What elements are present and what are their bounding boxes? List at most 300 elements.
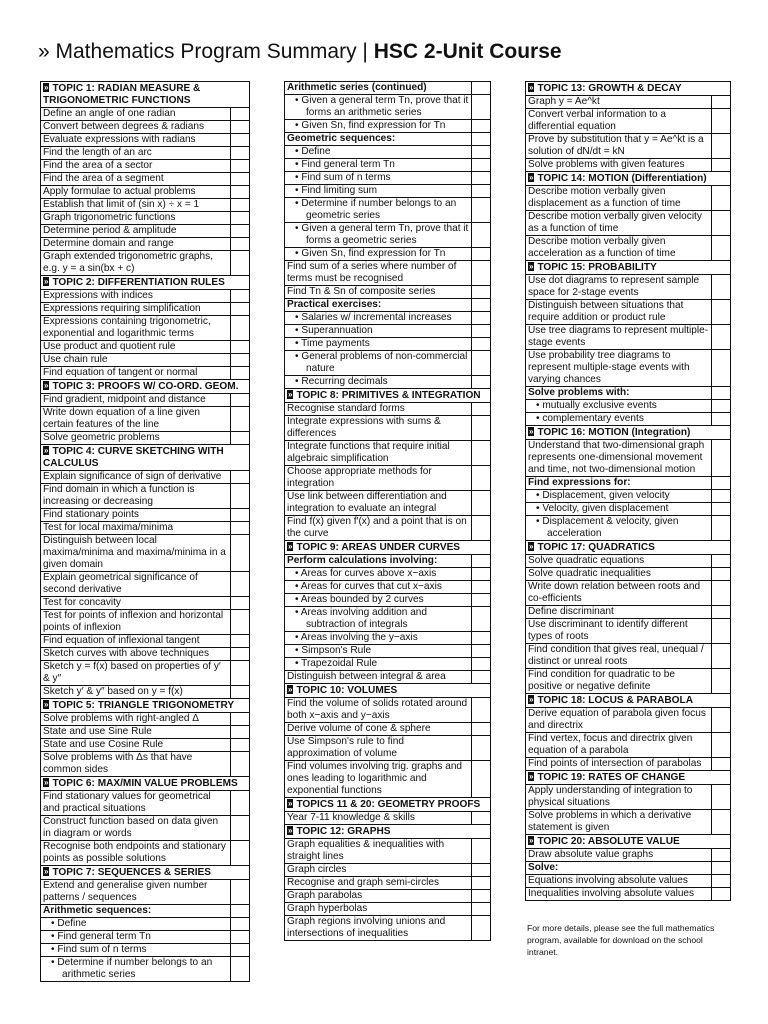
bullet-text: Find general term Tn (57, 931, 151, 942)
checklist-item: Distinguish between integral & area (285, 670, 490, 683)
checkbox-cell[interactable] (472, 299, 490, 311)
checkbox-cell[interactable] (231, 212, 249, 224)
bullet-icon: • (295, 312, 302, 323)
topic-header (41, 776, 249, 790)
footer-note: For more details, please see the full mathematics program, available for download on the school intranet. (527, 923, 715, 957)
checklist-item: Use probability tree diagrams to represent multiple-stage events with varying chances (526, 349, 730, 386)
checkbox-cell[interactable] (712, 733, 730, 757)
bullet-icon: • (536, 503, 543, 514)
bullet-text: mutually exclusive events (542, 400, 657, 411)
bullet-item (285, 657, 490, 670)
checkbox-cell[interactable] (472, 441, 490, 465)
checkbox-cell[interactable] (472, 376, 490, 388)
checkbox-cell[interactable] (712, 810, 730, 834)
checklist-item: Find Tn & Sn of composite series (285, 285, 490, 298)
checkbox-cell[interactable] (472, 581, 490, 593)
checkbox-cell[interactable] (472, 723, 490, 735)
checkbox-cell[interactable] (231, 661, 249, 685)
checkbox-cell[interactable] (231, 635, 249, 647)
topic-header (526, 171, 730, 185)
checkbox-cell[interactable] (472, 198, 490, 222)
checklist-item: Use tree diagrams to represent multiple-stage events (526, 324, 730, 349)
topic-title: TOPIC 2: DIFFERENTIATION RULES (52, 277, 225, 288)
checkbox-cell[interactable] (472, 839, 490, 863)
topic-title: TOPIC 7: SEQUENCES & SERIES (52, 867, 212, 878)
checklist-item: Find volumes involving trig. graphs and ones leading to logarithmic and exponential functions (285, 760, 490, 797)
checklist-item: Derive equation of parabola given focus and directrix (526, 707, 730, 732)
checkbox-cell[interactable] (472, 645, 490, 657)
checkbox-cell[interactable] (472, 172, 490, 184)
double-chevron-icon: » (529, 542, 534, 551)
checkbox-cell[interactable] (712, 413, 730, 425)
checkbox-cell[interactable] (712, 400, 730, 412)
column-2 (284, 81, 491, 941)
checkbox-cell[interactable] (472, 351, 490, 375)
checklist-item: Find equation of inflexional tangent (41, 634, 249, 647)
checkbox-cell[interactable] (712, 387, 730, 399)
topic-title: TOPIC 5: TRIANGLE TRIGONOMETRY (52, 700, 235, 711)
checkbox-cell[interactable] (472, 594, 490, 606)
checklist-item: Sketch y = f(x) based on properties of y′ & y″ (41, 660, 249, 685)
checkbox-cell[interactable] (231, 354, 249, 366)
topic-header (41, 82, 249, 107)
checklist-item: Understand that two-dimensional graph represents one-dimensional movement and time, not two-dimensional motion (526, 439, 730, 476)
checklist-item: Find sum of a series where number of terms must be recognised (285, 260, 490, 285)
checklist-item: Test for points of inflexion and horizontal points of inflexion (41, 609, 249, 634)
checklist-item: Graph regions involving unions and intersections of inequalities (285, 915, 490, 940)
checkbox-cell[interactable] (231, 186, 249, 198)
topic-header (285, 540, 490, 554)
checkbox-cell[interactable] (231, 739, 249, 751)
checklist-item: Find stationary points (41, 508, 249, 521)
bullet-icon: • (536, 490, 543, 501)
topic-header (285, 797, 490, 811)
checkbox-cell[interactable] (472, 338, 490, 350)
checkbox-cell[interactable] (472, 286, 490, 298)
topic-header (526, 540, 730, 554)
checklist-item: Recognise both endpoints and stationary points as possible solutions (41, 840, 249, 865)
checkbox-cell[interactable] (472, 261, 490, 285)
checklist-item: Inequalities involving absolute values (526, 887, 730, 900)
bullet-icon: • (295, 325, 302, 336)
topic-header (285, 824, 490, 838)
double-chevron-icon: » (529, 772, 534, 781)
checkbox-cell[interactable] (712, 581, 730, 605)
checkbox-cell[interactable] (231, 251, 249, 275)
checklist-item: Graph equalities & inequalities with straight lines (285, 838, 490, 863)
checkbox-cell[interactable] (472, 159, 490, 171)
checklist-item: Find the area of a segment (41, 172, 249, 185)
checklist-item: Equations involving absolute values (526, 874, 730, 887)
checkbox-cell[interactable] (231, 791, 249, 815)
checkbox-cell[interactable] (472, 120, 490, 132)
checkbox-cell[interactable] (472, 555, 490, 567)
checkbox-cell[interactable] (231, 686, 249, 698)
bullet-item (41, 956, 249, 981)
checklist-item: Find the area of a sector (41, 159, 249, 172)
bullet-item (285, 580, 490, 593)
checkbox-cell[interactable] (472, 903, 490, 915)
checkbox-cell[interactable] (472, 698, 490, 722)
subheading-row: Solve: (526, 861, 730, 874)
checkbox-cell[interactable] (231, 484, 249, 508)
checklist-item: Apply formulae to actual problems (41, 185, 249, 198)
checklist-item: Graph trigonometric functions (41, 211, 249, 224)
checklist-item: Find f(x) given f′(x) and a point that is on the curve (285, 515, 490, 540)
bullet-icon: • (295, 198, 302, 209)
bullet-text: Simpson's Rule (301, 645, 372, 656)
checklist-item: Find the length of an arc (41, 146, 249, 159)
checklist-item: Solve quadratic equations (526, 554, 730, 567)
checkbox-cell[interactable] (712, 477, 730, 489)
column-1 (40, 81, 250, 982)
checklist-item: Find points of intersection of parabolas (526, 757, 730, 770)
checkbox-cell[interactable] (712, 325, 730, 349)
checkbox-cell[interactable] (231, 238, 249, 250)
checkbox-cell[interactable] (231, 944, 249, 956)
checkbox-cell[interactable] (712, 96, 730, 108)
checkbox-cell[interactable] (712, 490, 730, 502)
checkbox-cell[interactable] (231, 535, 249, 571)
checkbox-cell[interactable] (231, 316, 249, 340)
checkbox-cell[interactable] (472, 736, 490, 760)
checkbox-cell[interactable] (231, 121, 249, 133)
bullet-item (526, 399, 730, 412)
bullet-item (285, 197, 490, 222)
checkbox-cell[interactable] (231, 841, 249, 865)
bullet-item (285, 94, 490, 119)
checklist-item: Extend and generalise given number patterns / sequences (41, 879, 249, 904)
bullet-icon: • (295, 645, 302, 656)
checkbox-cell[interactable] (472, 325, 490, 337)
checkbox-cell[interactable] (231, 713, 249, 725)
topic-title: TOPIC 1: RADIAN MEASURE & TRIGONOMETRIC FUNCTIONS (43, 83, 201, 106)
bullet-text: Given Sn, find expression for Tn (301, 120, 446, 131)
topic-header (526, 260, 730, 274)
double-chevron-icon: » (44, 778, 49, 787)
topic-header (41, 698, 249, 712)
bullet-item (285, 350, 490, 375)
checkbox-cell[interactable] (712, 606, 730, 618)
checkbox-cell[interactable] (231, 522, 249, 534)
checkbox-cell[interactable] (712, 186, 730, 210)
bullet-text: Areas involving the y−axis (300, 632, 418, 643)
bullet-item (526, 502, 730, 515)
checkbox-cell[interactable] (472, 632, 490, 644)
bullet-item (285, 247, 490, 260)
checkbox-cell[interactable] (472, 890, 490, 902)
double-chevron-icon: » (288, 542, 293, 551)
topic-header (41, 444, 249, 470)
topic-title: TOPIC 10: VOLUMES (296, 685, 398, 696)
checklist-item: Apply understanding of integration to physical situations (526, 784, 730, 809)
topic-title: TOPIC 9: AREAS UNDER CURVES (296, 542, 461, 553)
checklist-item: Choose appropriate methods for integration (285, 465, 490, 490)
double-chevron-icon: » (529, 695, 534, 704)
bullet-icon: • (295, 120, 302, 131)
course-name: HSC 2-Unit Course (373, 40, 562, 63)
checklist-item: Solve problems with Δs that have common sides (41, 751, 249, 776)
checklist-item: Find condition for quadratic to be positive or negative definite (526, 668, 730, 693)
checkbox-cell[interactable] (231, 648, 249, 660)
bullet-item (526, 489, 730, 502)
checklist-item: Construct function based on data given in diagram or words (41, 815, 249, 840)
checklist-item: Define discriminant (526, 605, 730, 618)
bullet-text: Given Sn, find expression for Tn (301, 248, 446, 259)
checkbox-cell[interactable] (472, 82, 490, 94)
bullet-text: Trapezoidal Rule (301, 658, 378, 669)
checklist-item: Write down relation between roots and co-efficients (526, 580, 730, 605)
checkbox-cell[interactable] (231, 394, 249, 406)
bullet-icon: • (295, 338, 302, 349)
double-chevron-icon: » (44, 381, 49, 390)
checkbox-cell[interactable] (472, 403, 490, 415)
bullet-text: Displacement & velocity, given acceleration (542, 516, 679, 539)
bullet-icon: • (295, 581, 301, 592)
checkbox-cell[interactable] (712, 211, 730, 235)
bullet-text: Superannuation (301, 325, 373, 336)
topic-header (526, 82, 730, 95)
title-prefix: » Mathematics Program Summary | (38, 40, 374, 63)
checkbox-cell[interactable] (712, 350, 730, 386)
checkbox-cell[interactable] (472, 146, 490, 158)
checkbox-cell[interactable] (712, 109, 730, 133)
checkbox-cell[interactable] (712, 236, 730, 260)
checkbox-cell[interactable] (472, 491, 490, 515)
checkbox-cell[interactable] (231, 341, 249, 353)
checkbox-cell[interactable] (231, 880, 249, 904)
checkbox-cell[interactable] (712, 708, 730, 732)
checkbox-cell[interactable] (712, 875, 730, 887)
checkbox-cell[interactable] (472, 658, 490, 670)
checkbox-cell[interactable] (472, 916, 490, 940)
subheading-row: Find expressions for: (526, 476, 730, 489)
checkbox-cell[interactable] (712, 785, 730, 809)
subheading-row: Arithmetic sequences: (41, 904, 249, 917)
checkbox-cell[interactable] (231, 160, 249, 172)
checkbox-cell[interactable] (231, 918, 249, 930)
checkbox-cell[interactable] (712, 619, 730, 643)
subheading-row: Solve problems with: (526, 386, 730, 399)
checklist-item: Evaluate expressions with radians (41, 133, 249, 146)
checkbox-cell[interactable] (231, 905, 249, 917)
topic-title: TOPIC 8: PRIMITIVES & INTEGRATION (296, 390, 481, 401)
checkbox-cell[interactable] (712, 300, 730, 324)
topic-header (41, 275, 249, 289)
topic-header (526, 770, 730, 784)
topic-title: TOPIC 12: GRAPHS (296, 826, 391, 837)
double-chevron-icon: » (529, 173, 534, 182)
bullet-icon: • (295, 146, 302, 157)
checkbox-cell[interactable] (231, 432, 249, 444)
bullet-text: Areas for curves above x−axis (300, 568, 437, 579)
bullet-text: Areas bounded by 2 curves (300, 594, 424, 605)
checkbox-cell[interactable] (712, 555, 730, 567)
bullet-text: Areas for curves that cut x−axis (300, 581, 442, 592)
double-chevron-icon: » (44, 446, 49, 455)
checkbox-cell[interactable] (472, 864, 490, 876)
checkbox-cell[interactable] (472, 812, 490, 824)
double-chevron-icon: » (529, 836, 534, 845)
bullet-item (285, 145, 490, 158)
bullet-icon: • (295, 95, 302, 106)
bullet-item (285, 337, 490, 350)
checkbox-cell[interactable] (472, 133, 490, 145)
checklist-item: Sketch curves with above techniques (41, 647, 249, 660)
checkbox-cell[interactable] (231, 173, 249, 185)
checklist-item: Graph parabolas (285, 889, 490, 902)
checkbox-cell[interactable] (231, 726, 249, 738)
column-3 (525, 81, 731, 901)
checklist-item: Solve problems with given features (526, 158, 730, 171)
double-chevron-icon: » (529, 83, 534, 92)
checklist-item: Use chain rule (41, 353, 249, 366)
checklist-item: Integrate functions that require initial algebraic simplification (285, 440, 490, 465)
checklist-item: Expressions requiring simplification (41, 302, 249, 315)
checkbox-cell[interactable] (472, 248, 490, 260)
double-chevron-icon: » (44, 83, 49, 92)
checklist-item: Solve problems in which a derivative statement is given (526, 809, 730, 834)
bullet-text: Find sum of n terms (57, 944, 147, 955)
checkbox-cell[interactable] (472, 416, 490, 440)
bullet-item (285, 375, 490, 388)
topic-title: TOPIC 4: CURVE SKETCHING WITH CALCULUS (43, 446, 224, 469)
checklist-item: Use link between differentiation and integration to evaluate an integral (285, 490, 490, 515)
double-chevron-icon: » (44, 867, 49, 876)
checkbox-cell[interactable] (231, 509, 249, 521)
checklist-item: Describe motion verbally given velocity as a function of time (526, 210, 730, 235)
checkbox-cell[interactable] (231, 610, 249, 634)
checklist-item: Solve problems with right-angled Δ (41, 712, 249, 725)
double-chevron-icon: » (288, 685, 293, 694)
checkbox-cell[interactable] (231, 290, 249, 302)
checkbox-cell[interactable] (472, 466, 490, 490)
checklist-item: Define an angle of one radian (41, 107, 249, 120)
checkbox-cell[interactable] (472, 761, 490, 797)
checkbox-cell[interactable] (472, 223, 490, 247)
checkbox-cell[interactable] (472, 516, 490, 540)
checklist-item: Find gradient, midpoint and distance (41, 393, 249, 406)
checklist-item: Graph circles (285, 863, 490, 876)
checklist-item: Find equation of tangent or normal (41, 366, 249, 379)
checkbox-cell[interactable] (472, 95, 490, 119)
checkbox-cell[interactable] (231, 147, 249, 159)
bullet-text: Find limiting sum (301, 185, 378, 196)
checkbox-cell[interactable] (231, 572, 249, 596)
checklist-item: Solve quadratic inequalities (526, 567, 730, 580)
checkbox-cell[interactable] (712, 159, 730, 171)
checklist-item: Integrate expressions with sums & differences (285, 415, 490, 440)
checkbox-cell[interactable] (472, 185, 490, 197)
bullet-item (285, 324, 490, 337)
bullet-item (285, 606, 490, 631)
checkbox-cell[interactable] (231, 134, 249, 146)
checklist-item: Distinguish between situations that require addition or product rule (526, 299, 730, 324)
checkbox-cell[interactable] (712, 888, 730, 900)
bullet-item (285, 222, 490, 247)
checklist-item: Find domain in which a function is increasing or decreasing (41, 483, 249, 508)
checkbox-cell[interactable] (712, 862, 730, 874)
topic-title: TOPICS 11 & 20: GEOMETRY PROOFS (296, 799, 481, 810)
bullet-text: Velocity, given displacement (542, 503, 669, 514)
bullet-icon: • (295, 376, 302, 387)
checkbox-cell[interactable] (712, 275, 730, 299)
checkbox-cell[interactable] (712, 134, 730, 158)
checkbox-cell[interactable] (712, 568, 730, 580)
bullet-item (41, 943, 249, 956)
checklist-item: Prove by substitution that y = Ae^kt is a solution of dN/dt = kN (526, 133, 730, 158)
checkbox-cell[interactable] (231, 367, 249, 379)
checkbox-cell[interactable] (231, 597, 249, 609)
checkbox-cell[interactable] (712, 440, 730, 476)
checklist-item: Convert verbal information to a differential equation (526, 108, 730, 133)
checkbox-cell[interactable] (231, 957, 249, 981)
checkbox-cell[interactable] (231, 199, 249, 211)
bullet-icon: • (295, 632, 301, 643)
bullet-icon: • (51, 957, 58, 968)
checkbox-cell[interactable] (231, 752, 249, 776)
topic-header (526, 834, 730, 848)
bullet-item (285, 311, 490, 324)
checklist-item: State and use Cosine Rule (41, 738, 249, 751)
bullet-icon: • (295, 351, 302, 362)
checklist-item: Describe motion verbally given acceleration as a function of time (526, 235, 730, 260)
checkbox-cell[interactable] (712, 669, 730, 693)
checkbox-cell[interactable] (472, 568, 490, 580)
topic-title: TOPIC 17: QUADRATICS (537, 542, 655, 553)
checkbox-cell[interactable] (231, 303, 249, 315)
bullet-text: Recurring decimals (301, 376, 388, 387)
checkbox-cell[interactable] (712, 849, 730, 861)
checklist-item: Write down equation of a line given certain features of the line (41, 406, 249, 431)
checkbox-cell[interactable] (231, 407, 249, 431)
double-chevron-icon: » (44, 277, 49, 286)
checklist-item: Year 7-11 knowledge & skills (285, 811, 490, 824)
topic-title: TOPIC 13: GROWTH & DECAY (537, 83, 682, 94)
bullet-icon: • (536, 413, 543, 424)
checkbox-cell[interactable] (712, 503, 730, 515)
checkbox-cell[interactable] (712, 758, 730, 770)
checkbox-cell[interactable] (231, 931, 249, 943)
bullet-item (285, 171, 490, 184)
topic-header (285, 388, 490, 402)
bullet-text: Define (301, 146, 331, 157)
subheading-row: Perform calculations involving: (285, 554, 490, 567)
topic-title: TOPIC 15: PROBABILITY (537, 262, 657, 273)
checklist-item: Derive volume of cone & sphere (285, 722, 490, 735)
checklist-item: Use Simpson's rule to find approximation of volume (285, 735, 490, 760)
checkbox-cell[interactable] (472, 671, 490, 683)
checkbox-cell[interactable] (712, 644, 730, 668)
bullet-text: Given a general term Tn, prove that it forms a geometric series (301, 223, 469, 246)
bullet-item (285, 631, 490, 644)
checkbox-cell[interactable] (712, 516, 730, 540)
checklist-item: Draw absolute value graphs (526, 848, 730, 861)
checklist-item: Test for concavity (41, 596, 249, 609)
checkbox-cell[interactable] (231, 225, 249, 237)
checkbox-cell[interactable] (472, 312, 490, 324)
checkbox-cell[interactable] (472, 877, 490, 889)
checklist-item: Use dot diagrams to represent sample space for 2-stage events (526, 274, 730, 299)
checkbox-cell[interactable] (472, 607, 490, 631)
checkbox-cell[interactable] (231, 471, 249, 483)
bullet-item (285, 593, 490, 606)
bullet-item (41, 930, 249, 943)
checkbox-cell[interactable] (231, 816, 249, 840)
bullet-text: Areas involving addition and subtraction of integrals (300, 607, 428, 630)
checkbox-cell[interactable] (231, 108, 249, 120)
checklist-item: Determine period & amplitude (41, 224, 249, 237)
